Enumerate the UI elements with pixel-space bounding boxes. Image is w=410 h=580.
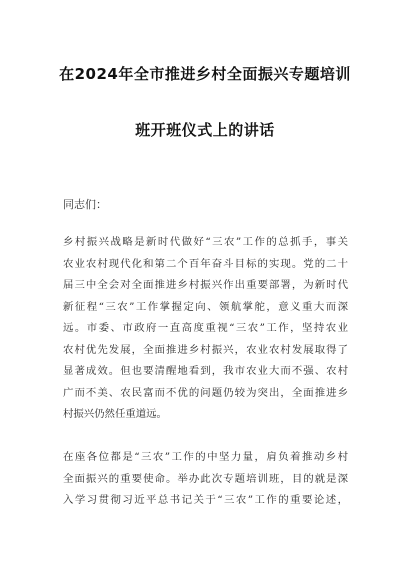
body-paragraph-1 (63, 232, 348, 426)
paragraph-line: 远。市委、市政府一直高度重视“三农”工作，坚持农业 (63, 322, 348, 334)
paragraph-line: 广而不美、农民富而不优的问题仍较为突出，全面推进乡 (63, 386, 348, 399)
paragraph-line: 在座各位都是“三农”工作的中坚力量，肩负着推动乡村 (63, 451, 348, 463)
document-title-line-1: 在2024年全市推进乡村全面振兴专题培训 (59, 65, 351, 83)
paragraph-line: 届三中全会对全面推进乡村振兴作出重要部署，为新时代 (63, 279, 348, 291)
paragraph-line: 农村优先发展，全面推进乡村振兴，农业农村发展取得了 (63, 343, 348, 356)
paragraph-line: 全面振兴的重要使命。举办此次专题培训班，目的就是深 (63, 472, 348, 485)
paragraph-line: 新征程“三农”工作掌握定向、领航掌舵，意义重大而深 (63, 300, 348, 313)
paragraph-line: 农业农村现代化和第二个百年奋斗目标的实现。党的二十 (63, 257, 348, 270)
paragraph-line: 乡村振兴战略是新时代做好“三农”工作的总抓手，事关 (63, 236, 348, 248)
paragraph-line: 入学习贯彻习近平总书记关于“三农”工作的重要论述， (63, 494, 348, 506)
salutation: 同志们： (63, 198, 107, 211)
document-title-line-2: 班开班仪式上的讲话 (135, 121, 275, 139)
paragraph-line-last: 村振兴仍然任重道远。 (63, 408, 167, 420)
body-paragraph-2 (63, 447, 348, 512)
paragraph-line: 显著成效。但也要清醒地看到，我市农业大而不强、农村 (63, 365, 348, 377)
